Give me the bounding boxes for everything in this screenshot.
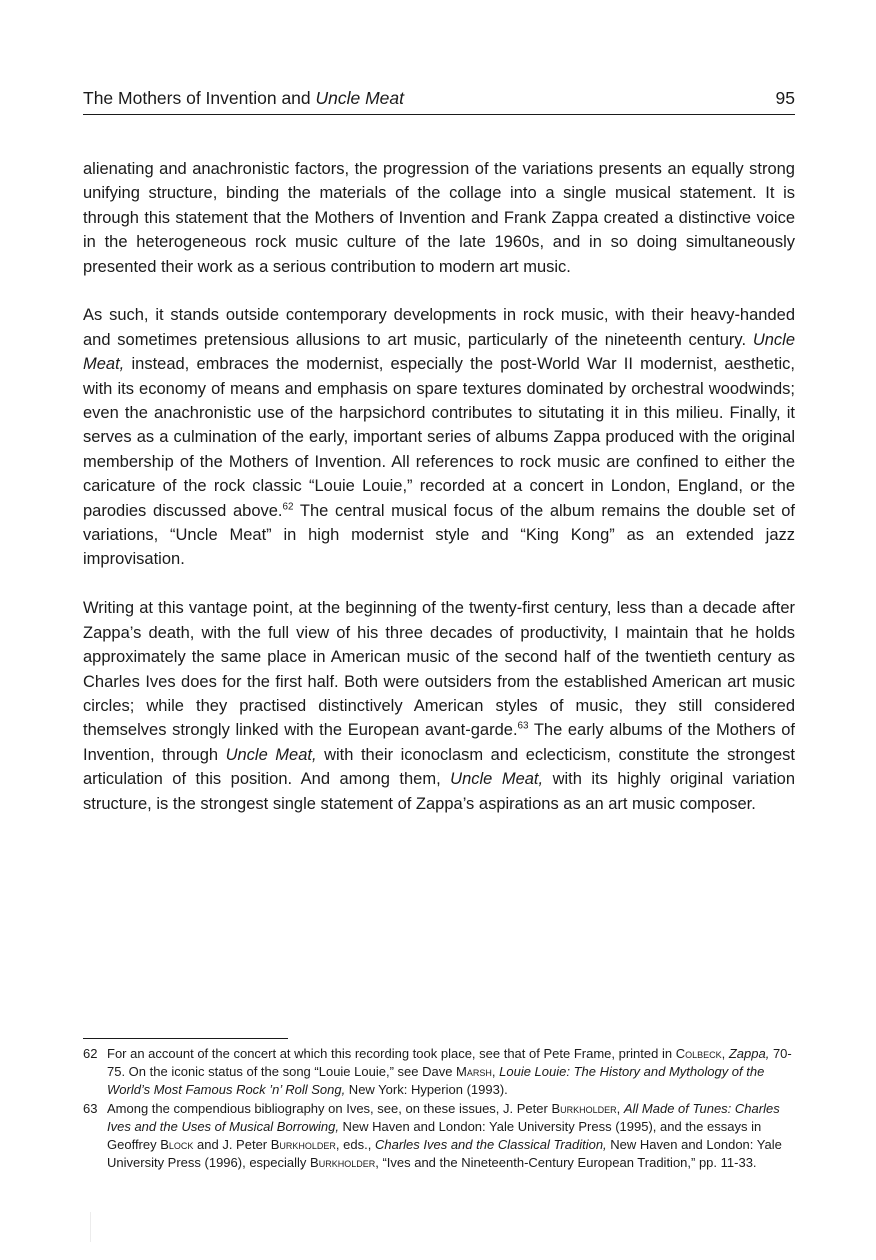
fn62-title-zappa: Zappa, bbox=[728, 1046, 770, 1061]
fn62-author-colbeck: Colbeck, bbox=[675, 1046, 726, 1061]
fn62-title-louie: Louie Louie: The History and Mythology of the World’s Most Famous Rock ’n’ Roll Song, bbox=[107, 1063, 765, 1097]
fn63-author-burkholder-2: Burkholder, bbox=[270, 1136, 340, 1152]
footnote-number: 63 bbox=[83, 1101, 98, 1117]
fn63-text-2: New Haven and London: Yale University Press (1995), and the essays in Geoffrey bbox=[107, 1119, 762, 1152]
fn63-author-burkholder: Burkholder, bbox=[551, 1101, 621, 1117]
page-number: 95 bbox=[775, 88, 795, 108]
running-title bbox=[83, 88, 404, 108]
p3-text-c: with their iconoclasm and eclecticism, constitute the strongest articulation of this position. And among them, bbox=[83, 745, 795, 789]
p3-italic-title-2: Uncle Meat, bbox=[450, 770, 544, 789]
fn63-text-4: eds., bbox=[339, 1136, 375, 1152]
p3-italic-title-1: Uncle Meat, bbox=[225, 745, 317, 764]
p2-text-a: As such, it stands outside contemporary developments in rock music, with their heavy-handed and sometimes pretensious allusions to art music, particularly of the nineteenth century. bbox=[83, 306, 795, 349]
paragraph-3 bbox=[83, 596, 795, 816]
p3-text-a: Writing at this vantage point, at the beginning of the twenty-first century, less than a decade after Zappa’s death, with the full view of his three decades of productivity, I maintain that he holds approximately the same place in American music of the second half of the twentieth century as Charles Ives does for the first half. Both were outsiders from the established American art music circles; while they practised distinctively American styles of music, they still considered themselves strongly linked with the European avant-garde. bbox=[83, 599, 795, 740]
fn63-title-tunes: All Made of Tunes: Charles Ives and the Uses of Musical Borrowing, bbox=[107, 1101, 780, 1135]
footnote-number: 62 bbox=[83, 1046, 98, 1061]
fn63-author-burkholder-3: Burkholder, bbox=[310, 1154, 379, 1170]
fn62-text-2: 70-75. On the iconic status of the song “Louie Louie,” see Dave bbox=[107, 1046, 792, 1079]
paragraph-1: alienating and anachronistic factors, the progression of the variations presents an equally strong unifying structure, binding the materials of the collage into a single musical statement. It is through this statement that the Mothers of Invention and Frank Zappa created a distinctive voice in the heterogeneous rock music culture of the late 1960s, and in so doing simultaneously presented their work as a serious contribution to modern art music. bbox=[83, 160, 795, 276]
fn62-author-marsh: Marsh, bbox=[456, 1063, 496, 1079]
fn63-text-1: Among the compendious bibliography on Ives, see, on these issues, J. Peter bbox=[107, 1101, 552, 1117]
footnote-ref-63[interactable]: 63 bbox=[517, 720, 529, 732]
p3-text-b: The early albums of the Mothers of Invention, through bbox=[83, 721, 795, 764]
p2-italic-title: Uncle Meat, bbox=[83, 330, 795, 374]
footnote-63 bbox=[83, 1100, 795, 1171]
fn62-text-3: New York: Hyperion (1993). bbox=[345, 1081, 508, 1097]
fn62-text-1: For an account of the concert at which this recording took place, see that of Pete Frame, printed in bbox=[107, 1046, 676, 1061]
header-rule bbox=[83, 114, 795, 115]
running-title-italic: Uncle Meat bbox=[315, 88, 405, 108]
running-header bbox=[83, 86, 795, 110]
footnotes bbox=[83, 1045, 795, 1174]
p2-text-b: instead, embraces the modernist, especially the post-World War II modernist, aesthetic, with its economy of means and emphasis on spare textures dominated by orchestral woodwinds; even the anachronistic use of the harpsichord contributes to situtating it in this milieu. Finally, it serves as a culmination of the early, important series of albums Zappa produced with the original membership of the Mothers of Invention. All references to rock music are confined to either the caricature of the rock classic “Louie Louie,” recorded at a concert in London, England, or the parodies discussed above. bbox=[83, 355, 795, 520]
paragraph-2 bbox=[83, 303, 795, 571]
footnote-ref-62[interactable]: 62 bbox=[282, 501, 294, 513]
scan-edge-mark bbox=[90, 1212, 91, 1242]
fn63-text-3: and J. Peter bbox=[193, 1136, 271, 1152]
fn63-title-classical: Charles Ives and the Classical Tradition, bbox=[374, 1136, 607, 1152]
fn63-text-5: New Haven and London: Yale University Press (1996), especially bbox=[107, 1136, 782, 1170]
fn63-author-block: Block bbox=[160, 1136, 194, 1152]
footnote-62 bbox=[83, 1045, 795, 1098]
running-title-text: The Mothers of Invention and bbox=[83, 88, 316, 108]
p3-text-d: with its highly original variation structure, is the strongest single statement of Zappa’s aspirations as an art music composer. bbox=[83, 770, 795, 813]
body-text bbox=[83, 157, 795, 840]
footnote-rule bbox=[83, 1038, 288, 1039]
p2-text-c: The central musical focus of the album remains the double set of variations, “Uncle Meat” in high modernist style and “King Kong” as an extended jazz improvisation. bbox=[83, 501, 796, 569]
fn63-text-6: “Ives and the Nineteenth-Century European Tradition,” pp. 11-33. bbox=[378, 1154, 757, 1170]
